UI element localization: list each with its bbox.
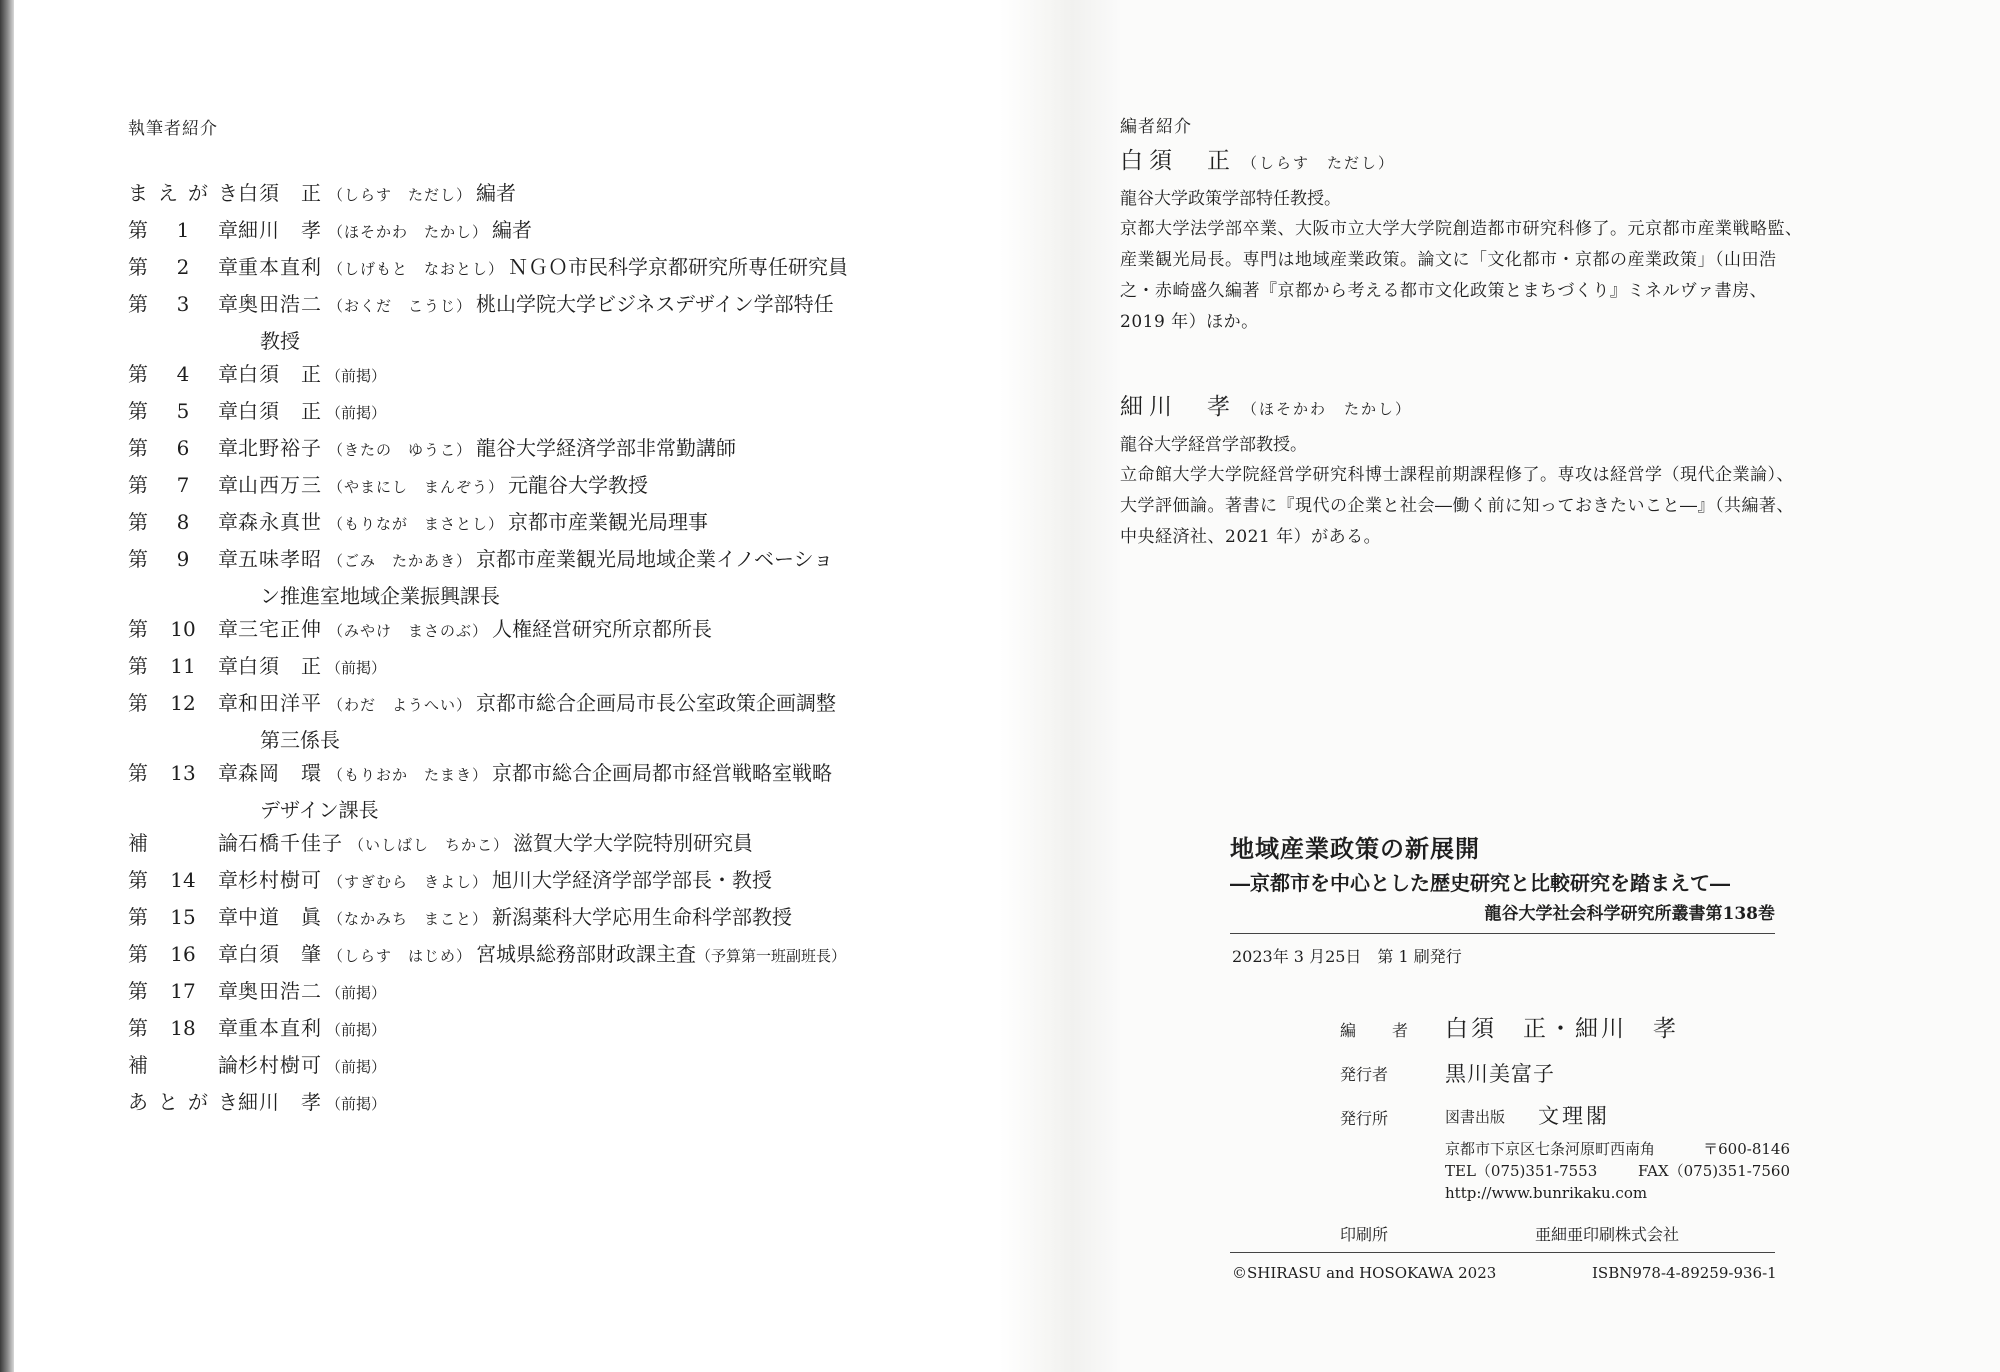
- chapter-label-part: 章: [217, 218, 238, 242]
- chapter-label-part: 2: [176, 255, 190, 279]
- chapter-label-part: 第: [128, 510, 148, 534]
- chapter-label-part: 章: [217, 436, 238, 460]
- contributor-affiliation: 桃山学院大学ビジネスデザイン学部特任: [476, 292, 834, 316]
- contributor-details: [238, 213, 898, 250]
- contributor-row: [128, 213, 918, 250]
- contributor-affiliation-note: （予算第一班副班長）: [696, 947, 847, 965]
- chapter-label-part: 第: [128, 255, 148, 279]
- contributor-affiliation-continued: 教授: [260, 329, 300, 353]
- contributor-name: 細川 孝: [238, 218, 322, 242]
- chapter-label-part: が: [188, 181, 208, 205]
- contributor-affiliation-continued: 第三係長: [260, 728, 340, 752]
- chapter-label-part: 補: [128, 1053, 148, 1077]
- chapter-label-part: 7: [176, 473, 190, 497]
- editor-bio: [1120, 460, 1890, 553]
- contributor-name: 山西万三: [238, 473, 322, 497]
- chapter-label-part: 12: [170, 691, 196, 715]
- contributor-affiliation: 旭川大学経済学部学部長・教授: [492, 868, 773, 892]
- editor-bio-line: 大学評価論。著書に『現代の企業と社会―働く前に知っておきたいこと―』（共編著、: [1120, 496, 1794, 516]
- contributor-details: [238, 542, 898, 614]
- chapter-label: [128, 394, 238, 429]
- chapter-label: [128, 176, 238, 211]
- contributor-details: [238, 686, 898, 758]
- contributor-name: 北野裕子: [238, 436, 322, 460]
- chapter-label-part: き: [218, 181, 238, 205]
- contributor-affiliation: 宮城県総務部財政課主査: [476, 942, 697, 966]
- chapter-label-part: 第: [128, 399, 148, 423]
- contributor-details: [238, 826, 898, 863]
- chapter-label-part: 9: [176, 547, 190, 571]
- chapter-label-part: 11: [170, 654, 196, 678]
- contributor-row: [128, 826, 918, 863]
- contributor-details: [238, 937, 898, 974]
- chapter-label-part: 章: [217, 979, 238, 1003]
- contributor-reading: （しらす はじめ）: [328, 947, 473, 965]
- chapter-label-part: 論: [218, 831, 238, 855]
- chapter-label-part: 第: [128, 868, 148, 892]
- book-title: 地域産業政策の新展開: [1230, 834, 1480, 863]
- editors-heading: 編者紹介: [1120, 117, 1192, 137]
- chapter-label-part: 15: [170, 905, 196, 929]
- contributor-reading: （おくだ こうじ）: [328, 297, 473, 315]
- chapter-label: [128, 974, 238, 1009]
- contributor-details: [238, 357, 898, 394]
- chapter-label-part: 章: [217, 868, 238, 892]
- colophon-rule-top: [1230, 933, 1775, 934]
- chapter-label-part: 第: [128, 654, 148, 678]
- chapter-label-part: 第: [128, 292, 148, 316]
- printer-value: 亜細亜印刷株式会社: [1535, 1225, 1680, 1244]
- publisher-address-block: [1445, 1138, 1790, 1204]
- chapter-label-part: 第: [128, 942, 148, 966]
- contributor-reading: （すぎむら きよし）: [328, 873, 489, 891]
- chapter-label-part: 第: [128, 218, 148, 242]
- book-subtitle: ―京都市を中心とした歴史研究と比較研究を踏まえて―: [1230, 871, 1730, 895]
- chapter-label-part: 3: [176, 292, 190, 316]
- contributor-row: [128, 756, 918, 826]
- contributor-row: [128, 468, 918, 505]
- publishing-house-prefix: 図書出版: [1445, 1108, 1506, 1126]
- contributor-name: 白須 正: [238, 399, 322, 423]
- chapter-label-part: 第: [128, 1016, 148, 1040]
- contributor-affiliation: （前掲）: [326, 1058, 387, 1076]
- contributor-row: [128, 649, 918, 686]
- contributor-name: 白須 正: [238, 654, 322, 678]
- contributors-heading: 執筆者紹介: [128, 119, 218, 139]
- chapter-label-part: 10: [170, 617, 196, 641]
- chapter-label-part: ま: [128, 181, 148, 205]
- contributor-affiliation: 編者: [492, 218, 533, 242]
- contributor-name: 白須 正: [238, 181, 322, 205]
- chapter-label: [128, 937, 238, 972]
- chapter-label: [128, 863, 238, 898]
- chapter-label-part: 補: [128, 831, 148, 855]
- chapter-label-part: 13: [170, 761, 196, 785]
- editor-label: 編 者: [1340, 1021, 1419, 1040]
- contributor-affiliation: （前掲）: [326, 404, 387, 422]
- contributor-affiliation: 滋賀大学大学院特別研究員: [513, 831, 754, 855]
- contributor-details: [238, 176, 898, 213]
- chapter-label-part: え: [158, 181, 178, 205]
- chapter-label: [128, 1048, 238, 1083]
- contributor-reading: （もりなが まさとし）: [328, 515, 505, 533]
- chapter-label-part: 章: [217, 654, 238, 678]
- contributor-reading: （わだ ようへい）: [328, 696, 473, 714]
- contributor-details: [238, 612, 898, 649]
- chapter-label: [128, 1085, 238, 1120]
- contributor-row: [128, 612, 918, 649]
- contributor-row: [128, 974, 918, 1011]
- chapter-label-part: 第: [128, 617, 148, 641]
- book-series: 龍谷大学社会科学研究所叢書第138巻: [1484, 904, 1775, 924]
- contributor-affiliation: 人権経営研究所京都所長: [492, 617, 713, 641]
- chapter-label-part: 17: [170, 979, 196, 1003]
- contributor-affiliation: 京都市産業観光局理事: [508, 510, 709, 534]
- chapter-label-part: 8: [176, 510, 190, 534]
- contributor-affiliation: （前掲）: [326, 367, 387, 385]
- chapter-label: [128, 250, 238, 285]
- contributor-name: 杉村樹可: [238, 868, 322, 892]
- editor-name: 白須 正: [1120, 148, 1236, 174]
- contributor-affiliation: 京都市総合企画局都市経営戦略室戦略: [492, 761, 833, 785]
- chapter-label: [128, 468, 238, 503]
- printer-label: 印刷所: [1340, 1225, 1389, 1244]
- contributor-affiliation: 龍谷大学経済学部非常勤講師: [476, 436, 737, 460]
- chapter-label: [128, 686, 238, 721]
- contributor-affiliation-continued: デザイン課長: [260, 798, 379, 822]
- editor-bio: [1120, 214, 1890, 338]
- publisher-label: 発行者: [1340, 1065, 1389, 1084]
- chapter-label: [128, 213, 238, 248]
- contributor-row: [128, 1048, 918, 1085]
- contributor-row: [128, 505, 918, 542]
- contributor-details: [238, 468, 898, 505]
- chapter-label-part: 18: [170, 1016, 196, 1040]
- chapter-label: [128, 756, 238, 791]
- chapter-label-part: と: [158, 1090, 178, 1114]
- editor-value: 白須 正・細川 孝: [1445, 1016, 1679, 1042]
- copyright: ©SHIRASU and HOSOKAWA 2023: [1232, 1264, 1497, 1282]
- chapter-label-part: 4: [176, 362, 190, 386]
- chapter-label: [128, 505, 238, 540]
- chapter-label-part: 1: [176, 218, 190, 242]
- chapter-label-part: 5: [176, 399, 190, 423]
- editor-bio-line: 中央経済社、2021 年）がある。: [1120, 527, 1382, 547]
- contributor-details: [238, 250, 898, 287]
- contributor-row: [128, 863, 918, 900]
- chapter-label: [128, 900, 238, 935]
- contributor-row: [128, 250, 918, 287]
- chapter-label-part: 第: [128, 979, 148, 1003]
- chapter-label-part: 第: [128, 547, 148, 571]
- colophon-rule-bottom: [1230, 1252, 1775, 1253]
- contributor-name: 重本直利: [238, 255, 322, 279]
- contributor-details: [238, 649, 898, 686]
- contributor-reading: （いしばし ちかこ）: [349, 836, 510, 854]
- contributor-row: [128, 176, 918, 213]
- contributor-name: 白須 正: [238, 362, 322, 386]
- contributor-row: [128, 1011, 918, 1048]
- contributor-name: 三宅正伸: [238, 617, 322, 641]
- contributor-details: [238, 1085, 898, 1122]
- contributor-name: 杉村樹可: [238, 1053, 322, 1077]
- postal-code: 〒600-8146: [1703, 1140, 1790, 1158]
- contributor-details: [238, 394, 898, 431]
- contributor-reading: （もりおか たまき）: [328, 766, 489, 784]
- contributor-reading: （なかみち まこと）: [328, 910, 489, 928]
- chapter-label-part: 第: [128, 473, 148, 497]
- book-gutter: [1000, 0, 1120, 1372]
- telephone: TEL（075)351-7553: [1445, 1162, 1598, 1180]
- contributor-row: [128, 394, 918, 431]
- contributor-name: 石橋千佳子: [238, 831, 343, 855]
- chapter-label-part: 章: [217, 510, 238, 534]
- contributor-name: 白須 肇: [238, 942, 322, 966]
- chapter-label: [128, 649, 238, 684]
- contributors-list: [128, 176, 918, 1122]
- chapter-label: [128, 431, 238, 466]
- contributor-reading: （ほそかわ たかし）: [328, 223, 489, 241]
- contributor-affiliation: （前掲）: [326, 659, 387, 677]
- contributor-affiliation: （前掲）: [326, 1095, 387, 1113]
- contributor-name: 奥田浩二: [238, 979, 322, 1003]
- publishing-house-name: 文理閣: [1538, 1104, 1610, 1128]
- publisher-url: http://www.bunrikaku.com: [1445, 1184, 1648, 1202]
- contributor-details: [238, 900, 898, 937]
- editor-reading: （ほそかわ たかし）: [1242, 400, 1413, 418]
- contributor-details: [238, 505, 898, 542]
- chapter-label-part: 第: [128, 691, 148, 715]
- fax: FAX（075)351-7560: [1638, 1162, 1790, 1180]
- chapter-label-part: が: [188, 1090, 208, 1114]
- contributor-row: [128, 287, 918, 357]
- contributor-row: [128, 542, 918, 612]
- chapter-label-part: 論: [218, 1053, 238, 1077]
- chapter-label-part: 第: [128, 761, 148, 785]
- editor-bio-line: 産業観光局長。専門は地域産業政策。論文に「文化都市・京都の産業政策」（山田浩: [1120, 250, 1777, 270]
- publisher-value: 黒川美富子: [1445, 1062, 1555, 1086]
- contributor-affiliation: 元龍谷大学教授: [508, 473, 649, 497]
- chapter-label-part: あ: [128, 1090, 148, 1114]
- chapter-label-part: 章: [217, 547, 238, 571]
- contributor-details: [238, 863, 898, 900]
- chapter-label: [128, 542, 238, 577]
- chapter-label: [128, 612, 238, 647]
- editor-bio-line: 2019 年）ほか。: [1120, 312, 1259, 332]
- contributor-reading: （しらす ただし）: [328, 186, 473, 204]
- contributor-affiliation: （前掲）: [326, 984, 387, 1002]
- chapter-label-part: き: [218, 1090, 238, 1114]
- contributor-row: [128, 900, 918, 937]
- chapter-label-part: 第: [128, 362, 148, 386]
- isbn: ISBN978-4-89259-936-1: [1592, 1264, 1777, 1282]
- publishing-house-label: 発行所: [1340, 1109, 1389, 1128]
- chapter-label-part: 章: [217, 362, 238, 386]
- contributor-name: 細川 孝: [238, 1090, 322, 1114]
- chapter-label: [128, 287, 238, 322]
- editor-name: 細川 孝: [1120, 394, 1236, 420]
- chapter-label-part: 章: [217, 761, 238, 785]
- contributor-affiliation-continued: ン推進室地域企業振興課長: [260, 584, 500, 608]
- contributor-details: [238, 1011, 898, 1048]
- contributor-name: 森岡 環: [238, 761, 322, 785]
- chapter-label-part: 章: [217, 942, 238, 966]
- contributor-name: 奥田浩二: [238, 292, 322, 316]
- chapter-label-part: 章: [217, 1016, 238, 1040]
- contributor-affiliation: 京都市産業観光局地域企業イノベーショ: [476, 547, 834, 571]
- contributor-reading: （ごみ たかあき）: [328, 552, 473, 570]
- contributor-reading: （みやけ まさのぶ）: [328, 622, 489, 640]
- contributor-name: 重本直利: [238, 1016, 322, 1040]
- editor-bio-line: 立命館大学大学院経営学研究科博士課程前期課程修了。専攻は経営学（現代企業論）、: [1120, 465, 1794, 485]
- contributor-name: 中道 眞: [238, 905, 322, 929]
- contributor-details: [238, 1048, 898, 1085]
- contributor-reading: （きたの ゆうこ）: [328, 441, 473, 459]
- contributor-affiliation: （前掲）: [326, 1021, 387, 1039]
- contributor-row: [128, 357, 918, 394]
- chapter-label-part: 14: [170, 868, 196, 892]
- contributor-name: 和田洋平: [238, 691, 322, 715]
- contributor-affiliation: 編者: [476, 181, 517, 205]
- contributor-reading: （やまにし まんぞう）: [328, 478, 505, 496]
- editor-title: 龍谷大学経営学部教授。: [1120, 435, 1307, 455]
- chapter-label-part: 章: [217, 691, 238, 715]
- chapter-label-part: 章: [217, 255, 238, 279]
- chapter-label-part: 章: [217, 905, 238, 929]
- contributor-details: [238, 287, 898, 359]
- book-spine-shadow: [0, 0, 14, 1372]
- publication-date: 2023年 3 月25日 第 1 刷発行: [1232, 947, 1462, 966]
- contributor-row: [128, 686, 918, 756]
- editor-title: 龍谷大学政策学部特任教授。: [1120, 189, 1341, 209]
- chapter-label-part: 第: [128, 436, 148, 460]
- chapter-label-part: 第: [128, 905, 148, 929]
- editor-profile-shirasu: [1120, 144, 1890, 338]
- contributor-details: [238, 431, 898, 468]
- contributor-name: 五味孝昭: [238, 547, 322, 571]
- chapter-label-part: 16: [170, 942, 196, 966]
- editor-profile-hosokawa: [1120, 390, 1890, 553]
- chapter-label-part: 章: [217, 617, 238, 641]
- chapter-label: [128, 1011, 238, 1046]
- editor-bio-line: 京都大学法学部卒業、大阪市立大学大学院創造都市研究科修了。元京都市産業戦略監、: [1120, 219, 1803, 239]
- chapter-label-part: 章: [217, 399, 238, 423]
- contributor-name: 森永真世: [238, 510, 322, 534]
- contributor-details: [238, 756, 898, 828]
- chapter-label: [128, 357, 238, 392]
- chapter-label-part: 6: [176, 436, 190, 460]
- contributor-reading: （しげもと なおとし）: [328, 260, 505, 278]
- editor-bio-line: 之・赤崎盛久編著『京都から考える都市文化政策とまちづくり』ミネルヴァ書房、: [1120, 281, 1768, 301]
- address: 京都市下京区七条河原町西南角: [1445, 1140, 1656, 1158]
- contributor-row: [128, 937, 918, 974]
- chapter-label-part: 章: [217, 292, 238, 316]
- contributor-row: [128, 431, 918, 468]
- contributor-affiliation: 新潟薬科大学応用生命科学部教授: [492, 905, 793, 929]
- contributor-affiliation: ＮＧＯ市民科学京都研究所専任研究員: [508, 255, 849, 279]
- contributor-affiliation: 京都市総合企画局市長公室政策企画調整: [476, 691, 837, 715]
- contributor-details: [238, 974, 898, 1011]
- chapter-label: [128, 826, 238, 861]
- editor-reading: （しらす ただし）: [1242, 154, 1396, 172]
- chapter-label-part: 章: [217, 473, 238, 497]
- contributor-row: [128, 1085, 918, 1122]
- colophon: [1230, 832, 1775, 928]
